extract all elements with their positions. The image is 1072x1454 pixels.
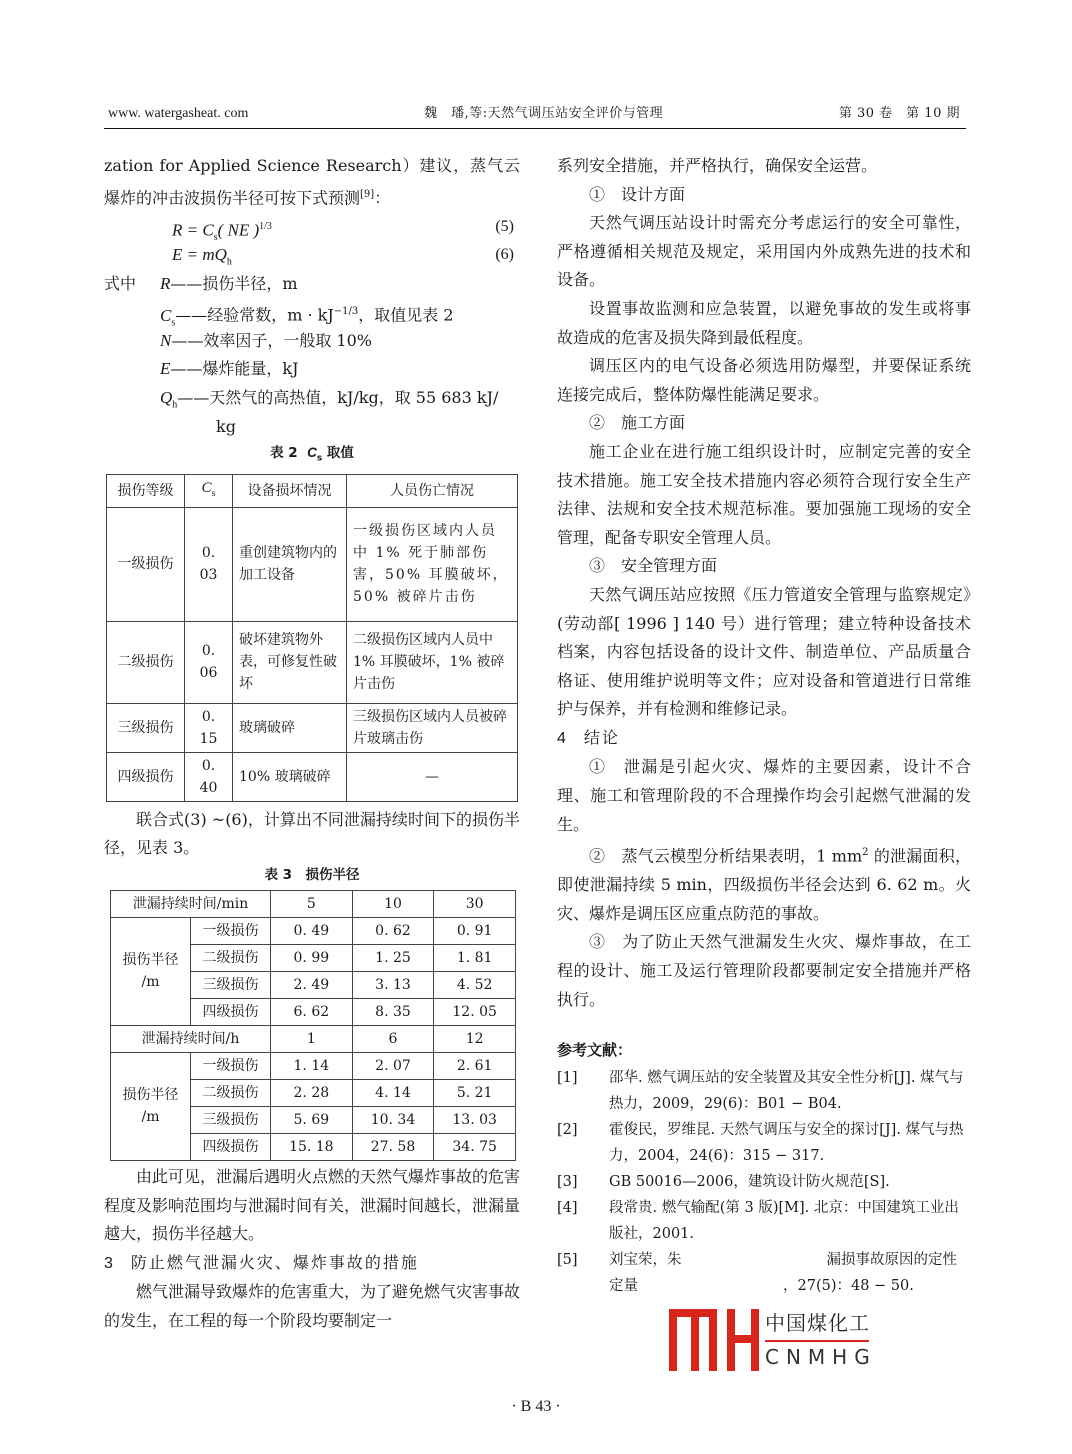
reference-text: GB 50016—2006，建筑设计防火规范[S]. (609, 1173, 890, 1190)
def-text: ——效率因子，一般取 10% (171, 330, 372, 350)
section-title: 结论 (583, 727, 620, 747)
cell-value: 2. 61 (434, 1052, 516, 1079)
conclusion-3: ③ 为了防止天然气泄漏发生火灾、爆炸事故，在工程的设计、施工及运行管理阶段都要制定安全措施并严格执行。 (557, 932, 971, 1009)
table-row (111, 917, 516, 944)
right-column (557, 152, 971, 1371)
section-number: 4 (557, 729, 566, 747)
mh-logo-icon (669, 1309, 759, 1371)
table-row (107, 507, 518, 621)
group-label-text: 损伤半径 (122, 1087, 179, 1104)
cell-value: 0. 99 (271, 944, 353, 971)
cell-value: 12. 05 (434, 998, 516, 1025)
eq5-sub: s (213, 231, 218, 243)
def-var: R (160, 273, 171, 293)
cell-value: 15. 18 (271, 1133, 353, 1160)
paragraph-construction: 施工企业在进行施工组织设计时，应制定完善的安全技术措施。施工安全技术措施内容必须符合现行安全生产法律、法规和安全技术规范标准。要加强施工现场的安全管理，配备专职安全管理人员。 (557, 441, 971, 547)
cell-casualties: 三级损伤区域内人员被碎片玻璃击伤 (347, 703, 518, 752)
header-casualties: 人员伤亡情况 (347, 474, 518, 507)
intro-text-2: 炸的冲击波损伤半径可按下式预测 (120, 187, 361, 207)
caption-suffix: 取值 (326, 445, 354, 462)
time-value: 12 (434, 1025, 516, 1052)
cell-value: 5. 69 (271, 1106, 353, 1133)
eq5-lhs: R = C (172, 220, 214, 240)
cell-cs: 0. 15 (185, 703, 233, 752)
watermark-divider (765, 1340, 869, 1342)
header-level: 损伤等级 (107, 474, 185, 507)
superscript-2: 2 (862, 847, 869, 859)
section-title: 防止燃气泄漏火灾、爆炸事故的措施 (130, 1252, 419, 1272)
reference-item (557, 1169, 971, 1195)
cell-casualties: 二级损伤区域内人员中 1% 耳膜破坏，1% 被碎片击伤 (347, 621, 518, 703)
def-text: ——爆炸能量，kJ (170, 359, 299, 379)
cell-value: 5. 21 (434, 1079, 516, 1106)
definition-n (104, 327, 520, 356)
cell-value: 0. 49 (271, 917, 353, 944)
intro-colon: ： (374, 187, 391, 207)
cell-level: 一级损伤 (107, 507, 185, 621)
time-value: 10 (352, 890, 434, 917)
cell-value: 1. 81 (434, 944, 516, 971)
cell-casualties: — (347, 752, 518, 801)
table-time-header-row (111, 1025, 516, 1052)
cell-level: 四级损伤 (191, 998, 271, 1025)
cell-value: 4. 52 (434, 971, 516, 998)
time-value: 30 (434, 890, 516, 917)
def-var: C (160, 305, 172, 325)
table-3 (110, 890, 516, 1161)
section-3-paragraph: 燃气泄漏导致爆炸的危害重大，为了避免燃气灾害事故的发生，在工程的每一个阶段均要制定一 (104, 1282, 521, 1330)
cell-equipment: 玻璃破碎 (233, 703, 347, 752)
header-equipment: 设备损坏情况 (233, 474, 347, 507)
citation-9[interactable]: [9] (360, 188, 375, 200)
eq5-exponent: 1/3 (259, 220, 272, 232)
subsection-construction: ② 施工方面 (589, 413, 686, 433)
cell-value: 0. 91 (434, 917, 516, 944)
table-row (111, 1052, 516, 1079)
intro-paragraph (104, 152, 520, 213)
eq6-sub: h (226, 256, 232, 268)
definition-r (104, 270, 520, 299)
running-title: 魏 璠,等:天然气调压站安全评价与管理 (424, 106, 664, 121)
section-4-heading (557, 724, 971, 754)
cell-level: 三级损伤 (107, 703, 185, 752)
cell-level: 二级损伤 (107, 621, 185, 703)
cell-value: 1. 14 (271, 1052, 353, 1079)
time-label: 泄漏持续时间/min (111, 890, 271, 917)
cell-value: 34. 75 (434, 1133, 516, 1160)
eq6-lhs: E = mQ (172, 245, 227, 265)
cell-equipment: 10% 玻璃破碎 (233, 752, 347, 801)
eq5-number: (5) (495, 217, 514, 235)
group-label (111, 917, 191, 1025)
cell-cs: 0. 03 (185, 507, 233, 621)
conclusion-2 (557, 839, 971, 928)
def-sub: h (172, 399, 178, 411)
cell-value: 6. 62 (271, 998, 353, 1025)
def-text: ——损伤半径，m (170, 273, 298, 293)
intro-text-1: zation for Applied Science Research）建议，蒸气云爆 (104, 156, 520, 207)
time-value: 1 (271, 1025, 353, 1052)
conclusion-1: ① 泄漏是引起火灾、爆炸的主要因素，设计不合理、施工和管理阶段的不合理操作均会引起燃气泄漏的发生。 (557, 757, 971, 834)
eq5-mid: ( NE ) (217, 220, 260, 240)
group-label-unit: /m (141, 974, 160, 991)
eq6-number: (6) (495, 246, 514, 264)
header-cs (185, 474, 233, 507)
cell-value: 10. 34 (352, 1106, 434, 1133)
time-value: 6 (352, 1025, 434, 1052)
def-var: E (160, 359, 171, 379)
cell-cs: 0. 06 (185, 621, 233, 703)
subsection-design: ① 设计方面 (589, 184, 686, 204)
subsection-management: ③ 安全管理方面 (589, 556, 718, 576)
cell-value: 13. 03 (434, 1106, 516, 1133)
references-heading: 参考文献： (557, 1041, 633, 1060)
watermark-logo (669, 1309, 879, 1371)
continued-paragraph: 系列安全措施，并严格执行，确保安全运营。 (557, 156, 878, 175)
section-3-heading (104, 1249, 520, 1279)
cell-value: 0. 62 (352, 917, 434, 944)
cell-value: 27. 58 (352, 1133, 434, 1160)
def-var: Q (160, 388, 173, 408)
paragraph-design-1: 天然气调压站设计时需充分考虑运行的安全可靠性，严格遵循相关规范及规定，采用国内外成熟先进的技术和设备。 (557, 213, 971, 290)
header-cs-var: C (201, 479, 212, 496)
watermark-chinese-text: 中国煤化工 (765, 1310, 870, 1335)
cell-level: 三级损伤 (191, 971, 271, 998)
conclusion-2-text-a: ② 蒸气云模型分析结果表明，1 mm (589, 846, 863, 866)
def-continuation-text: kg (216, 416, 236, 436)
issue-info: 第 30 卷 第 10 期 (838, 106, 960, 121)
table-row (107, 703, 518, 752)
cell-level: 三级损伤 (191, 1106, 271, 1133)
table-time-header-row (111, 890, 516, 917)
cell-value: 8. 35 (352, 998, 434, 1025)
table-3-caption: 表 3 损伤半径 (264, 866, 360, 883)
reference-text: 霍俊民，罗维昆. 天然气调压与安全的探讨[J]. 煤气与热力，2004，24(6)：315 − 317. (609, 1121, 964, 1164)
time-label: 泄漏持续时间/h (111, 1025, 271, 1052)
def-sub: s (171, 317, 176, 329)
reference-index: [1] (557, 1069, 578, 1086)
paragraph-design-3: 调压区内的电气设备必须选用防爆型，并要保证系统连接完成后，整体防爆性能满足要求。 (557, 356, 971, 404)
watermark-english-text: CNMHG (765, 1344, 877, 1369)
left-column (104, 152, 520, 1336)
cell-level: 二级损伤 (191, 1079, 271, 1106)
conclusion-2-text-b: 的泄漏面积，即使泄漏持续 5 min，四级损伤半径会达到 6. 62 m。火灾、爆炸是调压区应重点防范的事故。 (557, 846, 971, 923)
cell-casualties: 一级损伤区域内人员中 1% 死于肺部伤害，50% 耳膜破坏，50% 被碎片击伤 (347, 507, 518, 621)
paragraph-management: 天然气调压站应按照《压力管道安全管理与监察规定》(劳动部[ 1996 ] 140 号）进行管理；建立特种设备技术档案，内容包括设备的设计文件、制造单位、产品质量合格证、使用维护说明等文件；应对设备和管道进行日常维护与保养，并有检测和维修记录。 (557, 584, 971, 719)
running-header (104, 104, 966, 129)
header-cs-sub: s (211, 488, 216, 498)
section-number: 3 (104, 1254, 113, 1272)
cell-value: 2. 07 (352, 1052, 434, 1079)
table-header-row (107, 474, 518, 507)
caption-var: C (307, 445, 317, 461)
def-var: N (160, 330, 172, 350)
reference-index: [5] (557, 1251, 578, 1268)
def-exponent: −1/3 (333, 306, 359, 318)
equation-5 (104, 213, 520, 242)
definition-e (104, 355, 520, 384)
cell-value: 2. 49 (271, 971, 353, 998)
references-list (557, 1065, 971, 1299)
table-2 (106, 474, 518, 802)
reference-item (557, 1195, 971, 1247)
reference-text: 刘宝荣，朱 漏损事故原因的定性定量 ，27(5)：48 − 50. (609, 1251, 957, 1294)
cell-cs: 0. 40 (185, 752, 233, 801)
table-2-caption (104, 442, 520, 470)
cell-value: 3. 13 (352, 971, 434, 998)
reference-item (557, 1117, 971, 1169)
reference-text: 邵华. 燃气调压站的安全装置及其安全性分析[J]. 煤气与热力，2009，29(6)：B01 − B04. (609, 1069, 964, 1112)
reference-index: [2] (557, 1121, 578, 1138)
cell-level: 一级损伤 (191, 1052, 271, 1079)
def-text: ——天然气的高热值，kJ/kg，取 55 683 kJ/ (177, 388, 499, 408)
cell-value: 2. 28 (271, 1079, 353, 1106)
table-row (107, 752, 518, 801)
table-row (107, 621, 518, 703)
where-label: 式中 (104, 273, 137, 293)
page-number: · B 43 · (511, 1398, 561, 1415)
group-label-text: 损伤半径 (122, 952, 179, 969)
paragraph-table3-intro: 联合式(3) ~(6)，计算出不同泄漏持续时间下的损伤半径，见表 3。 (104, 809, 520, 858)
journal-website: www. watergasheat. com (108, 106, 249, 121)
def-tail: ，取值见表 2 (358, 305, 454, 325)
cell-level: 四级损伤 (107, 752, 185, 801)
reference-index: [4] (557, 1199, 578, 1216)
reference-item (557, 1065, 971, 1117)
caption-prefix: 表 2 (270, 445, 298, 462)
equation-6 (104, 241, 520, 270)
definition-qh (104, 384, 520, 413)
paragraph-design-2: 设置事故监测和应急装置，以避免事故的发生或将事故造成的危害及损失降到最低程度。 (557, 298, 971, 347)
caption-sub: s (316, 453, 323, 464)
def-text: ——经验常数，m · kJ (175, 305, 334, 325)
time-value: 5 (271, 890, 353, 917)
cell-level: 四级损伤 (191, 1133, 271, 1160)
cell-equipment: 重创建筑物内的加工设备 (233, 507, 347, 621)
group-label (111, 1052, 191, 1160)
paragraph-table3-conclusion: 由此可见，泄漏后遇明火点燃的天然气爆炸事故的危害程度及影响范围均与泄漏时间有关，泄漏时间越长，泄漏量越大，损伤半径越大。 (104, 1166, 521, 1244)
group-label-unit: /m (141, 1109, 160, 1126)
definition-continuation (104, 413, 520, 442)
cell-value: 1. 25 (352, 944, 434, 971)
cell-value: 4. 14 (352, 1079, 434, 1106)
reference-index: [3] (557, 1173, 578, 1190)
reference-item (557, 1247, 971, 1299)
reference-text: 段常贵. 燃气输配(第 3 版)[M]. 北京：中国建筑工业出版社，2001. (609, 1199, 959, 1242)
cell-level: 一级损伤 (191, 917, 271, 944)
cell-level: 二级损伤 (191, 944, 271, 971)
definition-cs (104, 298, 520, 327)
cell-equipment: 破坏建筑物外表，可修复性破坏 (233, 621, 347, 703)
